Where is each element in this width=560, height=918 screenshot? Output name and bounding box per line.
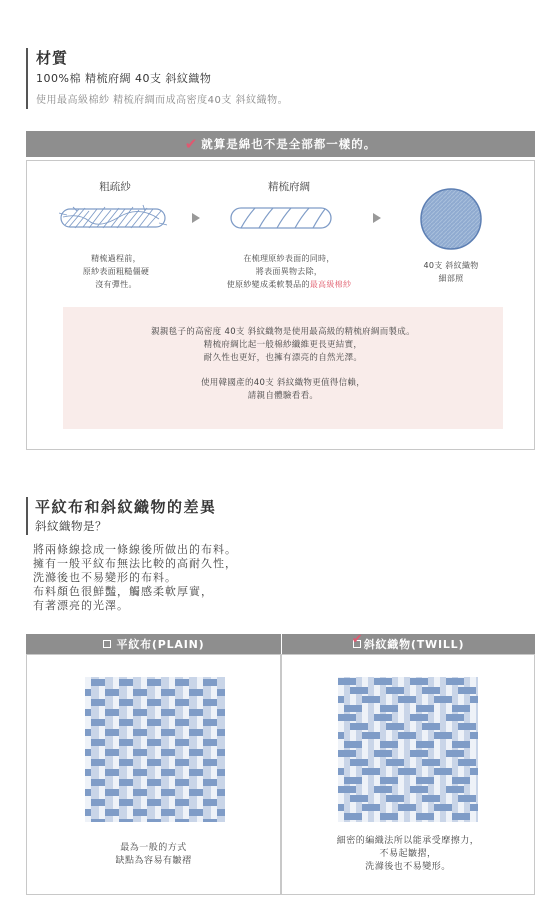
arrow-icon xyxy=(373,213,381,223)
combed-yarn-illustration xyxy=(229,203,333,233)
checkbox-empty-icon xyxy=(103,640,111,648)
cotton-banner-text: 就算是綿也不是全部都一樣的。 xyxy=(201,137,377,151)
twill-header xyxy=(282,634,535,654)
arrow-icon xyxy=(192,213,200,223)
process-panel xyxy=(26,160,535,450)
material-description: 使用最高級棉紗 精梳府綢而成高密度40支 斜紋織物。 xyxy=(36,95,289,106)
difference-subtitle: 斜紋織物是？ xyxy=(35,519,107,533)
difference-title: 平紋布和斜紋織物的差異 xyxy=(35,498,217,516)
plain-panel xyxy=(26,654,281,895)
step2-caption: 在梳理原紗表面的同時， 將表面異物去除， 使原紗變成柔軟製品的最高級棉紗 xyxy=(226,254,352,289)
raw-yarn-illustration xyxy=(59,203,167,233)
twill-caption: 細密的編織法所以能承受摩擦力， 不易起皺摺， 洗滌後也不易變形。 xyxy=(336,836,480,872)
step1-caption: 精梳過程前， 原紗表面粗糙僵硬 沒有彈性。 xyxy=(82,254,150,289)
note-box: 親親毯子的高密度 40支 斜紋織物是使用最高級的精梳府綢而製成。 精梳府綢比起一般棉紗纖維更長更結實， 耐久性也更好，也擁有漂亮的自然光澤。 使用韓國產的40支 斜紋織物更值得信賴， 請親自體驗看看。 xyxy=(63,307,503,429)
twill-weave-pattern xyxy=(338,677,478,822)
twill-label: 斜紋織物(TWILL) xyxy=(363,638,465,651)
highlight-text: 最高級棉紗 xyxy=(309,280,352,289)
plain-label: 平紋布(PLAIN) xyxy=(116,638,205,651)
material-subtitle: 100%棉 精梳府綢 40支 斜紋織物 xyxy=(36,72,212,85)
plain-header xyxy=(26,634,281,654)
step3-caption: 40支 斜紋織物 細部照 xyxy=(423,261,479,283)
plain-caption: 最為一般的方式 缺點為容易有皺褶 xyxy=(115,843,192,866)
step1-title: 粗疏紗 xyxy=(99,181,131,193)
step2-title: 精梳府綢 xyxy=(268,181,310,193)
check-icon: ✔ xyxy=(184,135,199,153)
twill-panel xyxy=(281,654,535,895)
plain-weave-pattern xyxy=(85,677,225,822)
twill-detail-photo xyxy=(419,187,483,251)
material-section-header xyxy=(26,48,526,109)
cotton-banner xyxy=(26,131,535,157)
difference-section-header xyxy=(26,497,217,535)
material-title: 材質 xyxy=(36,49,69,67)
difference-body: 將兩條線捻成一條線後所做出的布料。 擁有一般平紋布無法比較的高耐久性， 洗滌後也不易變形的布料。 布料顏色很鮮豔，觸感柔軟厚實， 有著漂亮的光澤。 xyxy=(33,543,237,612)
checkbox-checked-icon: ✔ xyxy=(351,632,364,647)
